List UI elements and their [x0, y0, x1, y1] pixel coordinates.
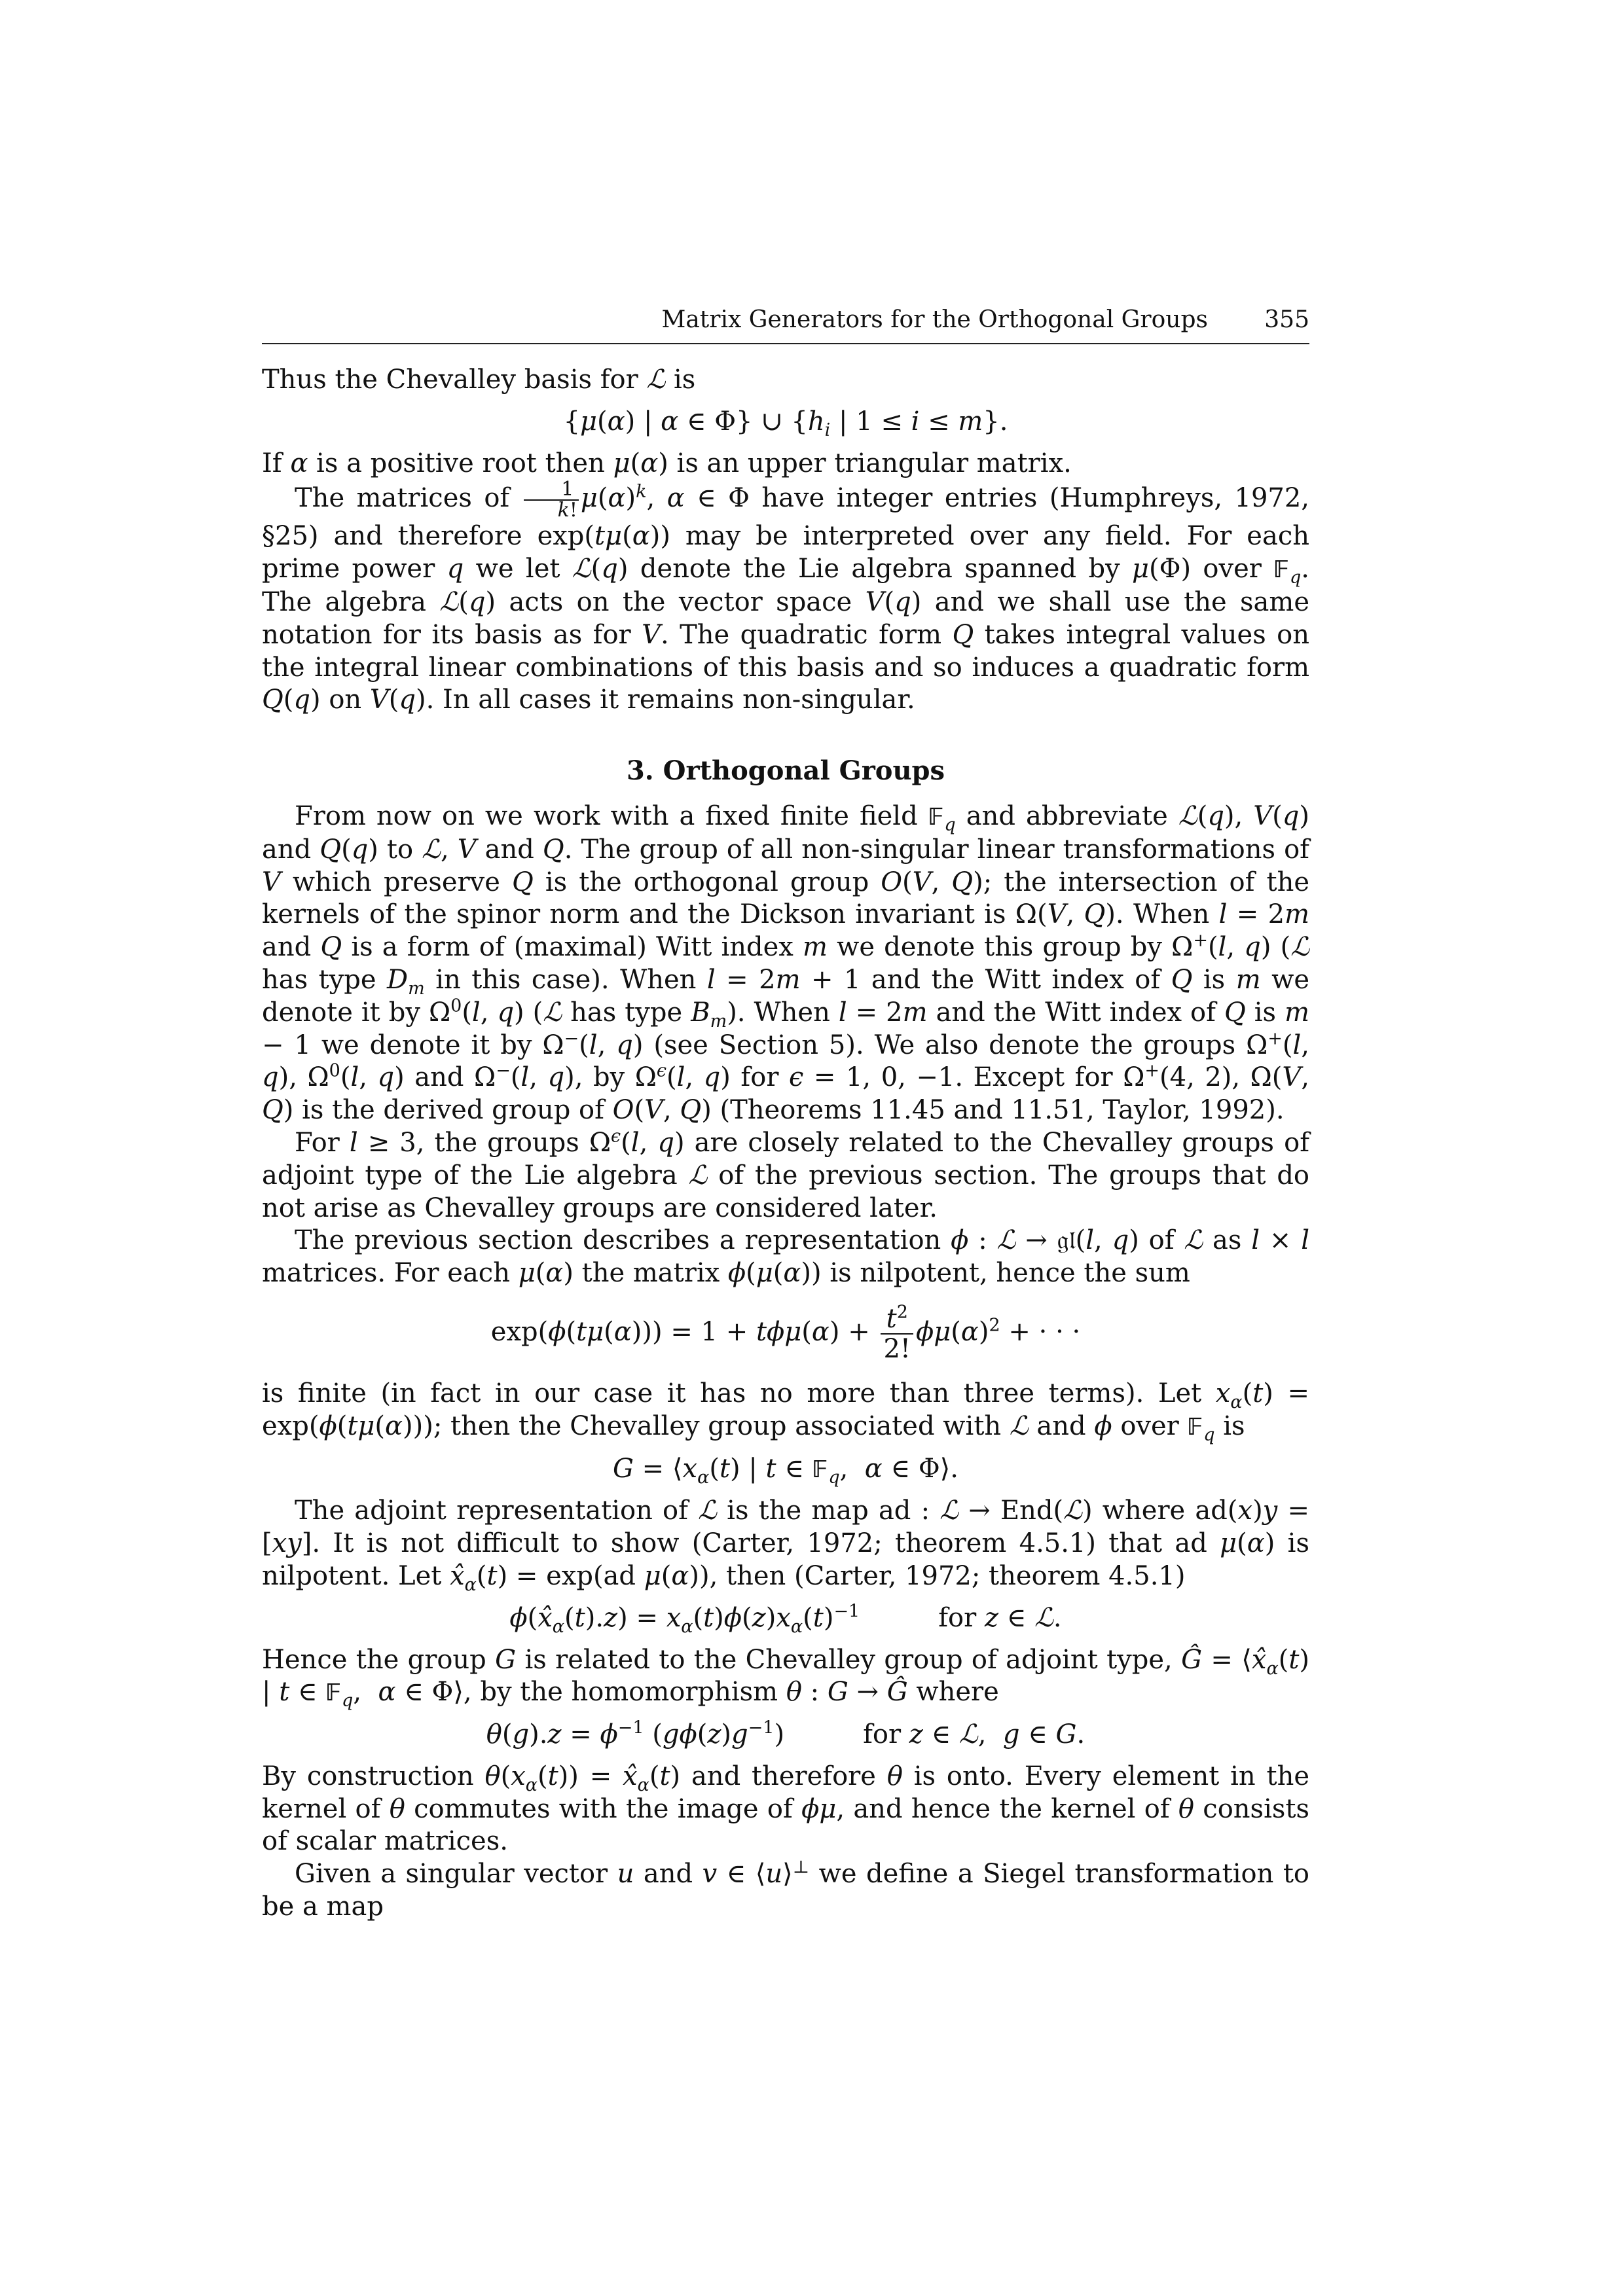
equation: $\theta(g).z = \phi^{-1}$ $(g\phi(z)g^{-1})$ for z ∈ ℒ, g ∈ G.	[486, 1717, 1085, 1750]
paragraph: The matrices of $\frac{1}{k!}$ $\mu(\alpha)^k$, α ∈ Φ have integer entries (Humphreys, 1972, §25) and therefore exp(tμ(α)) may be interpreted over any field. For each prime power q we let ℒ(q) denote the Lie algebra spanned by μ(Φ) over 𝔽$_q$. The algebra ℒ(q) acts on the vector space V(q) and we shall use the same notation for its basis as for V. The quadratic form Q takes integral values on the integral linear combinations of this basis and so induces a quadratic form Q(q) on V(q). In all cases it remains non-singular.	[262, 478, 1310, 715]
equation: {μ(α) | α ∈ Φ} ∪ {$h_i$ | 1 ≤ i ≤ m}.	[563, 406, 1008, 440]
page-number: 355	[1264, 306, 1309, 333]
paragraph: For l ≥ 3, the groups $\Omega^\epsilon(l$, q) are closely related to the Chevalley groups of adjoint type of the Lie algebra ℒ of the previous section. The groups that do not arise as Chevalley groups are considered later.	[262, 1126, 1310, 1223]
main-text	[262, 364, 1309, 1924]
equation: exp(ϕ(tμ(α))) = 1 + tϕμ(α) + $\frac{t^2}{2!}$ $\phi\mu(\alpha)^2$ + · · ·	[490, 1302, 1081, 1364]
equation: $G = ⟨x_\alpha(t)$ | t ∈ 𝔽$_q$, α ∈ Φ⟩.	[613, 1453, 958, 1488]
equation: $\phi(x̂_\alpha(t).z) = x_\alpha(t)\phi(z)x_\alpha(t)^{-1}$ for z ∈ ℒ.	[509, 1601, 1062, 1637]
paragraph: is finite (in fact in our case it has no more than three terms). Let $x_\alpha(t) = \exp(\phi(t\mu(\alpha)))$; then the Chevalley group associated with ℒ and ϕ over 𝔽$_q$ is	[262, 1378, 1309, 1445]
paragraph: From now on we work with a fixed finite field 𝔽$_q$ and abbreviate ℒ(q), V(q) and Q(q) to ℒ, V and Q. The group of all non-singular linear transformations of V which preserve Q is the orthogonal group O(V, Q); the intersection of the kernels of the spinor norm and the Dickson invariant is Ω(V, Q). When l = 2m and Q is a form of (maximal) Witt index m we denote this group by Ω+(l, q) (ℒ has type $D_m$ in this case). When l = 2m + 1 and the Witt index of Q is m we denote it by $\Omega^0(l$, q) (ℒ has type $B_m$). When l = 2m and the Witt index of Q is m − 1 we denote it by Ω−(l, q) (see Section 5). We also denote the groups Ω+(l, q), $\Omega^0(l$, q) and Ω−(l, q), by $\Omega^\epsilon(l$, q) for ϵ = 1, 0, −1. Except for Ω+(4, 2), Ω(V, Q) is the derived group of O(V, Q) (Theorems 11.45 and 11.51, Taylor, 1992).	[262, 800, 1310, 1126]
paragraph: The adjoint representation of ℒ is the map ad : ℒ → End(ℒ) where ad(x)y = [xy]. It is not difficult to show (Carter, 1972; theorem 4.5.1) that ad μ(α) is nilpotent. Let $x̂_\alpha(t) = \exp(ad$ μ(α)), then (Carter, 1972; theorem 4.5.1)	[262, 1496, 1309, 1595]
paragraph: Thus the Chevalley basis for ℒ is	[262, 365, 696, 395]
paragraph: Hence the group G is related to the Chevalley group of adjoint type, Ĝ = $⟨x̂_\alpha(t)$ | t ∈ 𝔽$_q$, α ∈ Φ⟩, by the homomorphism θ : G → Ĝ where	[262, 1644, 1309, 1712]
running-header	[262, 302, 1309, 344]
section-heading: 3. Orthogonal Groups	[626, 755, 945, 787]
paragraph: The previous section describes a representation ϕ : ℒ → 𝔤𝔩(l, q) of ℒ as l × l matrices. For each μ(α) the matrix ϕ(μ(α)) is nilpotent, hence the sum	[262, 1225, 1310, 1289]
paragraph: By construction $\theta(x_\alpha(t))$ = $x̂_\alpha(t)$ and therefore θ is onto. Every element in the kernel of θ commutes with the image of ϕμ, and hence the kernel of θ consists of scalar matrices.	[262, 1761, 1310, 1857]
paragraph: Given a singular vector u and v ∈ ⟨u⟩⊥ we define a Siegel transformation to be a map	[262, 1857, 1309, 1922]
running-title: Matrix Generators for the Orthogonal Groups	[661, 306, 1208, 333]
paragraph: If α is a positive root then μ(α) is an upper triangular matrix.	[262, 448, 1072, 478]
